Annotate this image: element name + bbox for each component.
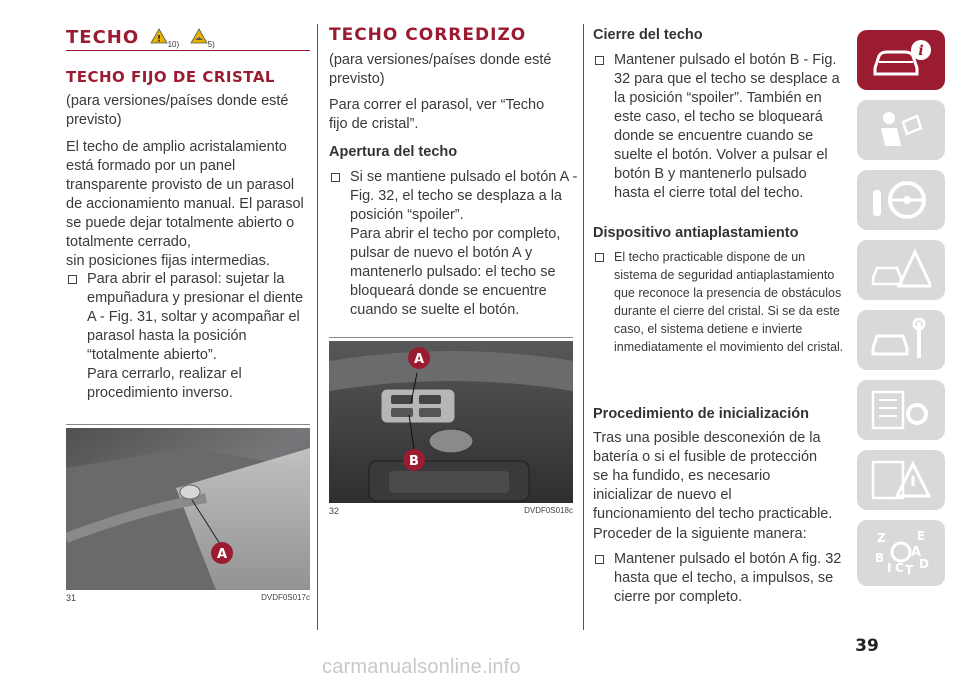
subsection-title: TECHO FIJO DE CRISTAL [66,68,275,86]
bullet-box-icon [68,275,77,284]
list-item-text: El techo practicable dispone de un sistema de seguridad antiaplastamiento que reconoce la presencia de obstáculos durante el cierre del cristal. Si se da este caso, el sistema detiene e invierte inmediatamente el movimiento del cristal. [614,250,844,354]
specs-gear-icon [871,388,931,432]
subheading-opening: Apertura del techo [329,144,458,160]
svg-text:i: i [918,43,924,59]
watermark: carmanualsonline.info [322,656,521,678]
section-title: TECHO CORREDIZO [329,25,527,45]
tab-driving[interactable] [857,170,945,230]
tab-maintenance[interactable] [857,310,945,370]
caution-icon [190,28,208,49]
figure-code: DVDF0S017c [261,593,310,602]
list-item [593,51,846,203]
availability-note: (para versiones/países donde esté previsto) [329,52,552,87]
subheading-initialization: Procedimiento de inicialización [593,406,809,422]
reference-paragraph: Para correr el parasol, ver “Techo fijo de cristal”. [329,97,545,132]
tab-index[interactable] [857,520,945,586]
list-item-text: Para abrir el parasol: sujetar la empuñadura y presionar el diente A - Fig. 31, soltar y acompañar el parasol hasta la posición “totalmente abierto”. [87,271,304,363]
tab-safety[interactable] [857,100,945,160]
bullet-box-icon [595,56,604,65]
tab-emergency[interactable] [857,240,945,300]
alphabet-index-icon [871,528,931,578]
figure-rule [66,424,310,425]
description-paragraph [66,138,310,271]
list-item [593,248,846,356]
index-letter: B [875,551,885,565]
list-item-text: Mantener pulsado el botón A fig. 32 hasta que el techo, a impulsos, se cierre por completo. [614,551,842,605]
list-item [66,270,313,403]
tab-car-info[interactable] [857,30,945,90]
tab-multimedia[interactable] [857,450,945,510]
index-letter: A [911,545,922,560]
warning-icon [150,28,168,49]
subheading-closing: Cierre del techo [593,27,703,43]
figure-number: 32 [329,506,340,516]
column-divider [317,24,318,630]
index-letter: Z [877,531,886,545]
figure-label-a: A [413,352,425,367]
page-number: 39 [855,636,879,656]
figure-label-a: A [216,547,228,562]
list-item [329,168,582,320]
svg-text:!: ! [156,34,161,44]
procedure-intro: Proceder de la siguiente manera: [593,526,807,542]
figure-rule [329,337,573,338]
list-item-text-2: Para cerrarlo, realizar el procedimiento inverso. [87,366,242,401]
car-wrench-icon [871,318,931,362]
initialization-paragraph: Tras una posible desconexión de la batería o si el fusible de protección se ha fundido, es necesario inicializar de nuevo el funcionamiento del techo practicable. [593,430,833,522]
figure-label-b: B [409,454,419,469]
section-title: TECHO [66,27,140,48]
list-item-text: Si se mantiene pulsado el botón A - Fig. 32, el techo se desplaza a la posición “spoiler”. [350,169,578,223]
index-letter: I [887,561,892,575]
car-info-icon [871,38,931,82]
bullet-box-icon [595,555,604,564]
caution-ref: 5) [207,40,215,49]
tab-specs[interactable] [857,380,945,440]
figure-31-image [66,428,310,590]
figure-32-image [329,341,573,503]
warning-triangle-car-icon [871,248,931,292]
figure-code: DVDF0S018c [524,506,573,515]
bullet-box-icon [331,173,340,182]
multimedia-warning-icon [871,458,931,502]
warning-ref: 10) [167,40,180,49]
list-item [593,550,846,607]
figure-number: 31 [66,593,77,603]
airbag-seat-icon [871,108,931,152]
description-text: El techo de amplio acristalamiento está formado por un panel transparente provisto de un parasol de accionamiento manual. El parasol se puede dejar totalmente abierto o totalmente cerrado, [66,139,304,250]
index-letter: D [919,557,929,571]
steering-wheel-icon [871,178,931,222]
index-letter: C [895,561,904,575]
column-divider [583,24,584,630]
index-letter: E [917,529,926,543]
description-text-end: sin posiciones fijas intermedias. [66,253,270,269]
list-item-text-2: Para abrir el techo por completo, pulsar de nuevo el botón A y mantenerlo pulsado: el techo se bloqueará donde se encuentre cuando se suelte el botón. [350,226,561,318]
title-rule [66,50,310,51]
subheading-anti-pinch: Dispositivo antiaplastamiento [593,225,799,241]
list-item-text: Mantener pulsado el botón B - Fig. 32 para que el techo se desplace a la posición “spoiler”. También en este caso, el techo se bloqueará donde se encuentre cuando se suelte el botón. Volver a pulsar el botón B y mantenerlo pulsado hasta el cierre total del techo. [614,52,840,201]
availability-note: (para versiones/países donde esté previsto) [66,93,289,128]
index-letter: T [905,563,914,577]
bullet-box-icon [595,253,604,262]
